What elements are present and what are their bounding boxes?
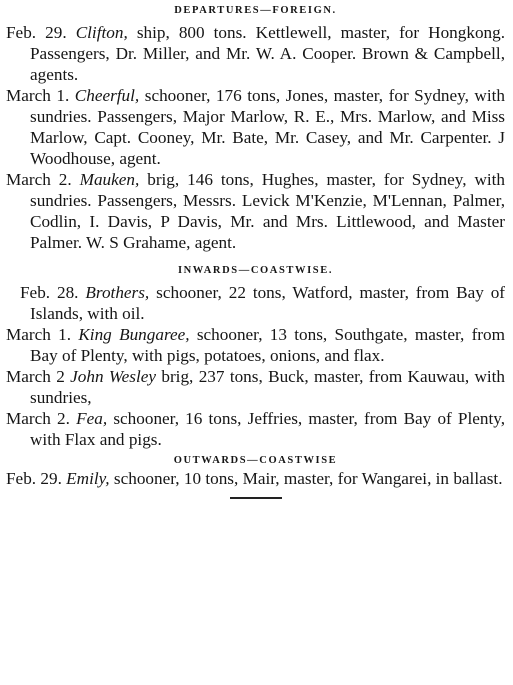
entry-text: schooner, 176 tons, Jones, master, for Sydney, with sundries. Passengers, Major Marlow, R. E., Mrs. Marlow, and Miss Marlow, Capt. Cooney, Mr. Bate, Mr. Casey, and Mr. Carpenter. J Woodhouse, agent. xyxy=(30,86,505,168)
shipping-entry xyxy=(6,169,505,253)
closing-rule xyxy=(230,497,282,499)
entry-date: March 1. xyxy=(6,86,70,105)
entry-date: March 1. xyxy=(6,325,72,344)
ship-name: Fea, xyxy=(76,409,108,428)
entry-text: ship, 800 tons. Kettlewell, master, for Hongkong. Passengers, Dr. Miller, and Mr. W. A. Cooper. Brown & Campbell, agents. xyxy=(30,23,506,84)
entry-date: March 2. xyxy=(6,170,72,189)
shipping-entry xyxy=(6,324,505,366)
entry-text: schooner, 10 tons, Mair, master, for Wangarei, in ballast. xyxy=(113,469,503,488)
entry-date: Feb. 29. xyxy=(6,23,67,42)
shipping-entry xyxy=(6,408,505,450)
ship-name: Emily, xyxy=(66,469,110,488)
ship-name: Cheerful, xyxy=(74,86,140,105)
ship-name: Clifton, xyxy=(75,23,128,42)
entry-text: schooner, 16 tons, Jeffries, master, from Bay of Plenty, with Flax and pigs. xyxy=(30,409,506,449)
ship-name: Mauken, xyxy=(79,170,140,189)
ship-name: John Wesley xyxy=(70,367,156,386)
shipping-entry xyxy=(6,85,505,169)
entry-text: brig, 237 tons, Buck, master, from Kauwau, with sundries, xyxy=(30,367,506,407)
section-heading-outwards-coastwise: OUTWARDS—COASTWISE xyxy=(173,455,338,466)
shipping-entry xyxy=(6,282,505,324)
section-heading-departures-foreign: DEPARTURES—FOREIGN. xyxy=(174,5,337,16)
shipping-entry xyxy=(6,366,505,408)
ship-name: Brothers, xyxy=(85,283,150,302)
entry-date: Feb. 28. xyxy=(20,283,79,302)
shipping-entry xyxy=(6,22,505,85)
entry-text: schooner, 13 tons, Southgate, master, from Bay of Plenty, with pigs, potatoes, onions, and flax. xyxy=(30,325,505,365)
ship-name: King Bungaree, xyxy=(78,325,190,344)
entry-text: brig, 146 tons, Hughes, master, for Sydney, with sundries. Passengers, Messrs. Levick M'Kenzie, M'Lennan, Palmer, Codlin, I. Davis, P Davis, Mr. and Mrs. Littlewood, and Master Palmer. W. S Grahame, agent. xyxy=(30,170,506,252)
entry-date: March 2 xyxy=(6,367,65,386)
shipping-entry xyxy=(6,468,505,489)
section-heading-inwards-coastwise: INWARDS—COASTWISE. xyxy=(177,265,334,276)
entry-date: March 2. xyxy=(6,409,70,428)
entry-date: Feb. 29. xyxy=(6,469,62,488)
entry-text: schooner, 22 tons, Watford, master, from Bay of Islands, with oil. xyxy=(30,283,506,323)
